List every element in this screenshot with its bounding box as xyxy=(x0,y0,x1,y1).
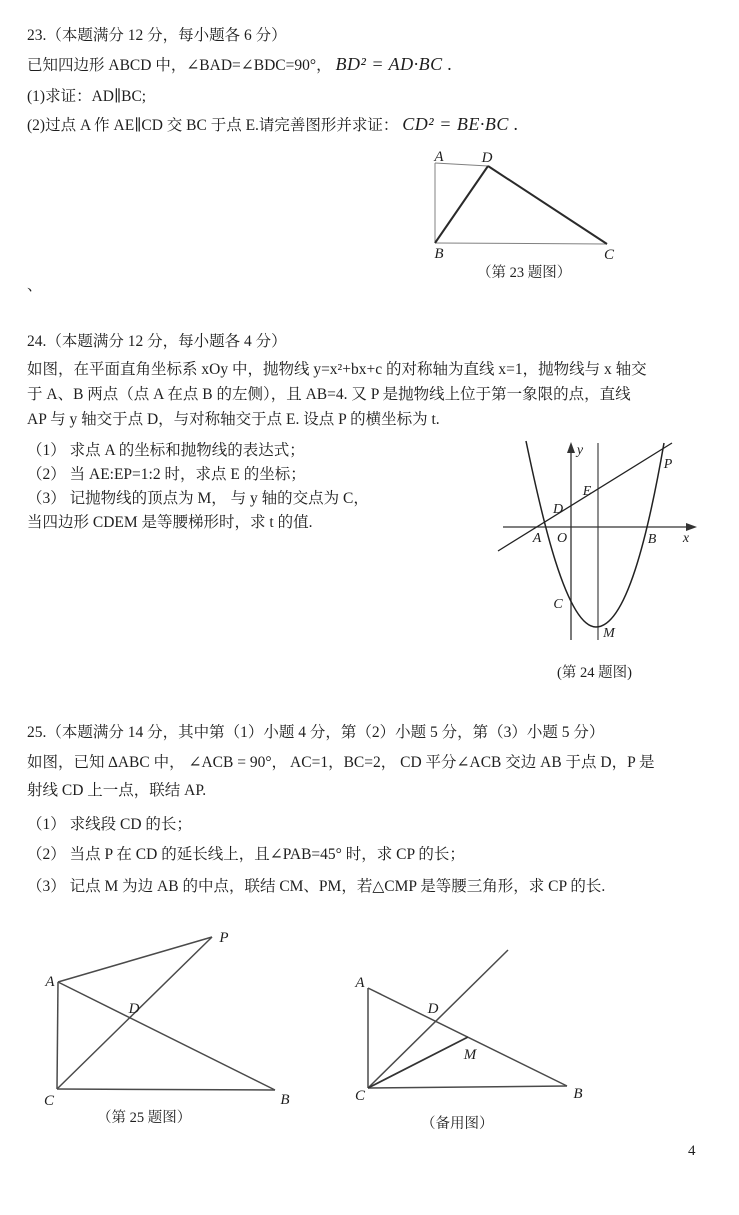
point-label-b: B xyxy=(647,532,657,547)
problem-24-para-2: 于 A、B 两点（点 A 在点 B 的左侧），且 AB=4. 又 P 是抛物线上位于第一象限的点，直线 xyxy=(27,386,631,403)
stray-mark: 、 xyxy=(27,278,43,294)
problem-25-q3: （3） 记点 M 为边 AB 的中点，联结 CM、PM，若△CMP 是等腰三角形，求 CP 的长. xyxy=(27,878,606,895)
figure-23-caption: （第 23 题图） xyxy=(477,265,572,281)
problem-25-q2: （2） 当点 P 在 CD 的延长线上，且∠PAB=45° 时，求 CP 的长； xyxy=(27,846,465,863)
point-label-d: D xyxy=(552,502,564,517)
point-label-a: A xyxy=(45,974,55,990)
figure-24-caption: (第 24 题图) xyxy=(557,665,632,681)
point-label-m: M xyxy=(463,1047,477,1063)
problem-24-q3b: 当四边形 CDEM 是等腰梯形时，求 t 的值. xyxy=(27,514,313,531)
problem-25-para-1: 如图，已知 ∆ABC 中， ∠ACB = 90°， AC=1，BC=2， CD 平分∠ACB 交边 AB 于点 D，P 是 xyxy=(27,754,655,771)
point-label-d: D xyxy=(481,150,493,166)
point-label-p: P xyxy=(663,457,673,472)
problem-23-header: 23.（本题满分 12 分，每小题各 6 分） xyxy=(27,27,287,44)
point-label-m: M xyxy=(603,626,615,641)
ray-cd xyxy=(368,950,508,1088)
point-label-b: B xyxy=(280,1092,290,1108)
edge-bc xyxy=(435,243,607,244)
problem-23-q2 xyxy=(27,113,519,137)
problem-23-q2-text: (2)过点 A 作 AE∥CD 交 BC 于点 E.请完善图形并求证： xyxy=(27,117,403,134)
problem-24-para-3: AP 与 y 轴交于点 D，与对称轴交于点 E. 设点 P 的横坐标为 t. xyxy=(27,411,440,428)
edge-bd xyxy=(435,166,488,243)
figure-23 xyxy=(425,148,625,263)
problem-23-q1: (1)求证：AD∥BC; xyxy=(27,88,147,105)
point-label-b: B xyxy=(573,1086,583,1102)
point-label-d: D xyxy=(128,1001,140,1017)
edge-cb xyxy=(368,1086,567,1088)
y-axis-arrow xyxy=(567,442,575,453)
figure-24 xyxy=(490,435,705,650)
problem-25-para-2: 射线 CD 上一点，联结 AP. xyxy=(27,782,207,799)
figure-25-main-caption: （第 25 题图） xyxy=(97,1110,192,1126)
problem-24-q3a: （3） 记抛物线的顶点为 M， 与 y 轴的交点为 C， xyxy=(27,490,369,507)
point-label-p: P xyxy=(219,930,229,946)
edge-ab xyxy=(58,982,275,1090)
axis-label-x: x xyxy=(682,531,690,546)
point-label-a: A xyxy=(532,531,542,546)
problem-23-given xyxy=(27,53,453,77)
problem-23-given-formula: BD² = AD·BC . xyxy=(335,54,453,74)
point-label-c: C xyxy=(553,597,563,612)
problem-25-header: 25.（本题满分 14 分，其中第（1）小题 4 分，第（2）小题 5 分，第（3）小题 5 分） xyxy=(27,724,605,741)
axis-label-y: y xyxy=(576,443,584,458)
point-label-a: A xyxy=(355,975,365,991)
edge-ac xyxy=(57,982,58,1089)
point-label-e: E xyxy=(582,484,592,499)
problem-23-given-text: 已知四边形 ABCD 中，∠BAD=∠BDC=90°， xyxy=(27,57,336,74)
problem-25-q1: （1） 求线段 CD 的长； xyxy=(27,816,192,833)
figure-25-spare-caption: （备用图） xyxy=(421,1116,494,1132)
problem-24-q1: （1） 求点 A 的坐标和抛物线的表达式； xyxy=(27,442,305,459)
problem-24-q2: （2） 当 AE:EP=1:2 时，求点 E 的坐标； xyxy=(27,466,306,483)
problem-24-para-1: 如图，在平面直角坐标系 xOy 中，抛物线 y=x²+bx+c 的对称轴为直线 x=1，抛物线与 x 轴交 xyxy=(27,361,647,378)
point-label-b: B xyxy=(434,246,444,262)
parabola-curve xyxy=(526,441,664,627)
edge-cb xyxy=(57,1089,275,1090)
point-label-c: C xyxy=(354,1088,366,1104)
problem-24-header: 24.（本题满分 12 分，每小题各 4 分） xyxy=(27,333,287,350)
page-number: 4 xyxy=(688,1143,696,1159)
point-label-a: A xyxy=(434,149,444,165)
origin-label: O xyxy=(556,531,568,546)
point-label-d: D xyxy=(427,1001,439,1017)
figure-25-spare xyxy=(350,925,600,1110)
problem-23-q2-formula: CD² = BE·BC . xyxy=(402,114,519,134)
point-label-c: C xyxy=(43,1093,55,1109)
figure-25-main xyxy=(28,925,318,1110)
point-label-c: C xyxy=(603,247,615,263)
edge-dc xyxy=(488,166,607,244)
segment-cm xyxy=(368,1037,468,1088)
x-axis-arrow xyxy=(686,523,697,531)
